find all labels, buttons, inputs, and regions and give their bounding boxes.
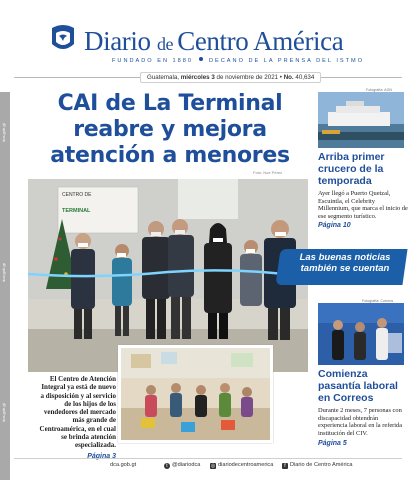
name-part-3: Centro América [177,26,344,56]
twitter-icon: t [164,463,170,469]
ribbon-cutting-photo [28,179,308,372]
side-story-1-title[interactable]: Arriba primer crucero de la temporada [318,151,385,187]
dateline [140,72,321,83]
side-story-1-body: Ayer llegó a Puerto Quetzal, Escuintla, el Celebrity Millennium, que marca el inicio de ese segmento turístico. [318,190,408,220]
facebook-icon: f [282,463,288,469]
name-part-2: de [156,34,178,54]
story-body: El Centro de Atención Integral ya está de nuevo a disposición y al servicio de los hijos de los vendedores del mercado más grande de Centroamérica, en el cual se brinda atención especializada. [39,375,116,450]
dateline-date-rest: de noviembre de 2021 [214,74,279,81]
correos-photo[interactable] [318,303,404,365]
callout-line-2: también se cuentan [300,263,390,274]
dateline-separator: • [278,74,284,81]
dateline-bar [14,72,402,84]
cruise-ship-image [318,92,404,148]
good-news-callout [286,252,404,274]
main-story-page-link[interactable]: Página 3 [87,452,116,460]
wall-sign-line-2: TERMINAL [62,208,91,214]
tagline [112,57,364,64]
footer-instagram[interactable] [210,462,273,469]
children-room-photo [121,348,270,440]
footer-facebook[interactable] [282,462,353,469]
tagline-right: DECANO DE LA PRENSA DEL ISTMO [208,58,365,64]
name-part-1: Diario [84,26,157,56]
side-strip-text: dca.gob.gt [1,403,6,422]
website-text: dca.gob.gt [110,462,137,468]
masthead [40,24,385,64]
footer [14,458,402,472]
side-strip-text: dca.gob.gt [1,263,6,282]
inset-photo[interactable] [118,345,273,443]
footer-twitter[interactable] [164,462,200,469]
dateline-city: Guatemala, [147,74,181,81]
main-photo-credit: Foto: Noe Pérez [253,170,283,175]
side-photo-2-credit: Fotografía: Correos [362,299,394,303]
tagline-dot [199,57,203,61]
callout-line-1: Las buenas noticias [299,252,391,263]
side-photo-1-credit: Fotografía: AGN [366,88,392,92]
newspaper-name [84,26,343,57]
side-story-2-page-link[interactable]: Página 5 [318,440,347,447]
instagram-icon: ◎ [210,463,216,469]
instagram-handle: diariodecentroamerica [218,462,274,468]
footer-website[interactable] [110,462,136,468]
dateline-date-bold: miércoles 3 [180,74,215,81]
side-story-2-body: Durante 2 meses, 7 personas con discapacidad obtendrán experiencia laboral en la referida institución del CIV. [318,407,403,437]
issue-label: No. [283,74,294,81]
facebook-handle: Diario de Centro América [290,462,353,468]
twitter-handle: @diariodca [172,462,201,468]
main-photo[interactable] [28,179,308,372]
side-strip-text: dca.gob.gt [1,123,6,142]
newspaper-logo-icon [50,24,76,54]
side-story-2-title[interactable]: Comienza pasantía laboral en Correos [318,368,398,404]
cruise-ship-photo[interactable] [318,92,404,148]
side-strip [0,92,10,480]
main-story-summary [38,375,116,461]
tagline-left: FUNDADO EN 1880 [112,58,193,64]
issue-number: 40,634 [293,74,315,81]
wall-sign-line-1: CENTRO DE [62,192,92,198]
side-story-1-page-link[interactable]: Página 10 [318,222,351,229]
correos-image [318,303,404,365]
main-headline[interactable]: CAI de La Terminal reabre y mejora atención a menores [50,91,290,168]
